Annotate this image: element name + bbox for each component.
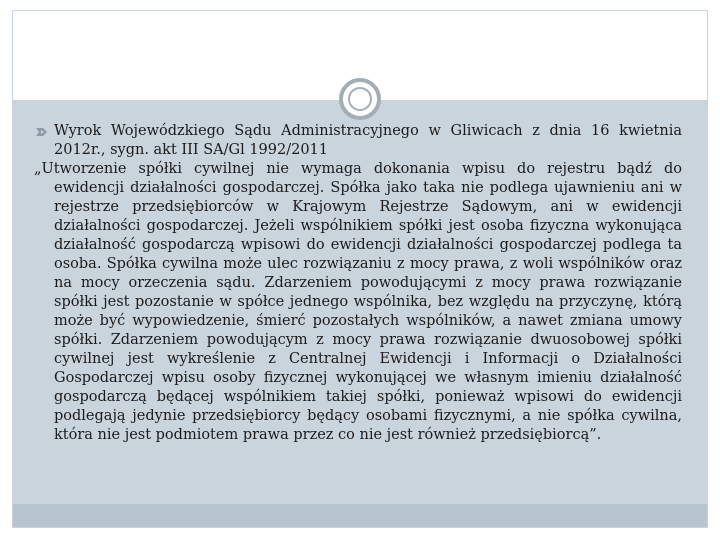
circle-ring-inner	[348, 87, 372, 111]
ribbon-bullet-icon	[36, 127, 48, 137]
bullet-item	[34, 122, 682, 160]
circle-ring-icon	[339, 78, 381, 120]
bullet-text: Wyrok Wojewódzkiego Sądu Administracyjnego w Gliwicach z dnia 16 kwietnia 2012r., sygn. akt III SA/Gl 1992/2011	[54, 123, 682, 158]
slide-content	[34, 122, 682, 445]
quote-paragraph: „Utworzenie spółki cywilnej nie wymaga dokonania wpisu do rejestru bądź do ewidencji działalności gospodarczej. Spółka jako taka nie podlega ujawnieniu ani w rejestrze przedsiębiorców w Krajowym Rejestrze Sądowym, ani w ewidencji działalności gospodarczej. Jeżeli wspólnikiem spółki jest osoba fizyczna wykonująca działalność gospodarczą wpisowi do ewidencji działalności gospodarczej podlega ta osoba. Spółka cywilna może ulec rozwiązaniu z mocy prawa, z woli wspólników oraz na mocy orzeczenia sądu. Zdarzeniem powodującymi z mocy prawa rozwiązanie spółki jest pozostanie w spółce jednego wspólnika, bez względu na przyczynę, którą może być wypowiedzenie, śmierć pozostałych wspólników, a nawet zmiana umowy spółki. Zdarzeniem powodującym z mocy prawa rozwiązanie dwuosobowej spółki cywilnej jest wykreślenie z Centralnej Ewidencji i Informacji o Działalności Gospodarczej wpisu osoby fizycznej wykonującej we własnym imieniu działalność gospodarczą będącej wspólnikiem takiej spółki, ponieważ wpisowi do ewidencji podlegają jedynie przedsiębiorcy będący osobami fizycznymi, a nie spółka cywilna, która nie jest podmiotem prawa przez co nie jest również przedsiębiorcą”.	[34, 161, 682, 443]
slide-footer-band	[13, 504, 707, 527]
